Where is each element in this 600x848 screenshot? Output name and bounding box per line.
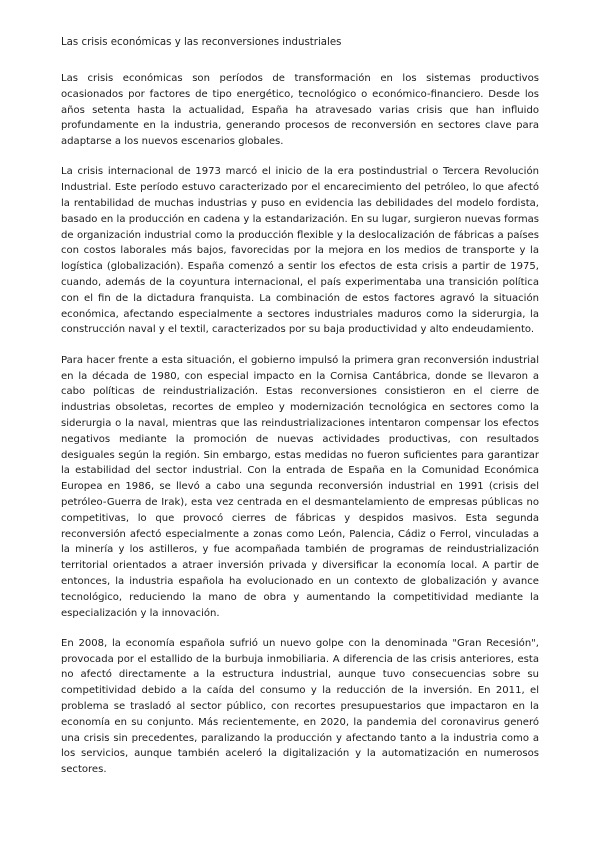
paragraph-reconversion: Para hacer frente a esta situación, el gobierno impulsó la primera gran reconversión industrial en la década de 1980, con especial impacto en la Cornisa Cantábrica, donde se llevaron a cabo políticas de reindustrialización. Estas reconversiones consistieron en el cierre de industrias obsoletas, recortes de empleo y modernización tecnológica en sectores como la siderurgia o la naval, mientras que las reindustrializaciones intentaron compensar los efectos negativos mediante la promoción de nuevas actividades productivas, con resultados desiguales según la región. Sin embargo, estas medidas no fueron suficientes para garantizar la estabilidad del sector industrial. Con la entrada de España en la Comunidad Económica Europea en 1986, se llevó a cabo una segunda reconversión industrial en 1991 (crisis del petróleo-Guerra de Irak), esta vez centrada en el desmantelamiento de empresas públicas no competitivas, lo que provocó cierres de fábricas y despidos masivos. Esta segunda reconversión afectó especialmente a zonas como León, Palencia, Cádiz o Ferrol, vinculadas a la minería y los astilleros, y fue acompañada también de programas de reindustrialización territorial orientados a atraer inversión privada y diversificar la economía local. A partir de entonces, la industria española ha evolucionado en un contexto de globalización y avance tecnológico, reduciendo la mano de obra y aumentando la competitividad mediante la especialización y la innovación.: [61, 354, 539, 619]
document-body: [61, 71, 539, 792]
page-header: Las crisis económicas y las reconversiones industriales: [61, 37, 342, 48]
paragraph-crisis-1973: La crisis internacional de 1973 marcó el inicio de la era postindustrial o Tercera Revolución Industrial. Este período estuvo caracterizado por el encarecimiento del petróleo, lo que afectó la rentabilidad de muchas industrias y puso en evidencia las debilidades del modelo fordista, basado en la producción en cadena y la estandarización. En su lugar, surgieron nuevas formas de organización industrial como la producción flexible y la deslocalización de fábricas a países con costos laborales más bajos, favorecidas por la mejora en los medios de transporte y la logística (globalización). España comenzó a sentir los efectos de esta crisis a partir de 1975, cuando, además de la coyuntura internacional, el país experimentaba una transición política con el fin de la dictadura franquista. La combinación de estos factores agravó la situación económica, afectando especialmente a sectores industriales maduros como la siderurgia, la construcción naval y el textil, caracterizados por su baja productividad y alto endeudamiento.: [61, 166, 539, 336]
paragraph-intro: Las crisis económicas son períodos de transformación en los sistemas productivos ocasionados por factores de tipo energético, tecnológico o económico-financiero. Desde los años setenta hasta la actualidad, España ha atravesado varias crisis que han influido profundamente en la industria, generando procesos de reconversión en sectores clave para adaptarse a los nuevos escenarios globales.: [61, 73, 539, 148]
paragraph-gran-recesion: En 2008, la economía española sufrió un nuevo golpe con la denominada "Gran Recesión", provocada por el estallido de la burbuja inmobiliaria. A diferencia de las crisis anteriores, esta no afectó directamente a la estructura industrial, aunque tuvo consecuencias sobre su competitividad debido a la caída del consumo y la reducción de la inversión. En 2011, el problema se trasladó al sector público, con recortes presupuestarios que impactaron en la economía en su conjunto. Más recientemente, en 2020, la pandemia del coronavirus generó una crisis sin precedentes, paralizando la producción y afectando tanto a la industria como a los servicios, aunque también aceleró la digitalización y la automatización en numerosos sectores.: [61, 637, 539, 776]
